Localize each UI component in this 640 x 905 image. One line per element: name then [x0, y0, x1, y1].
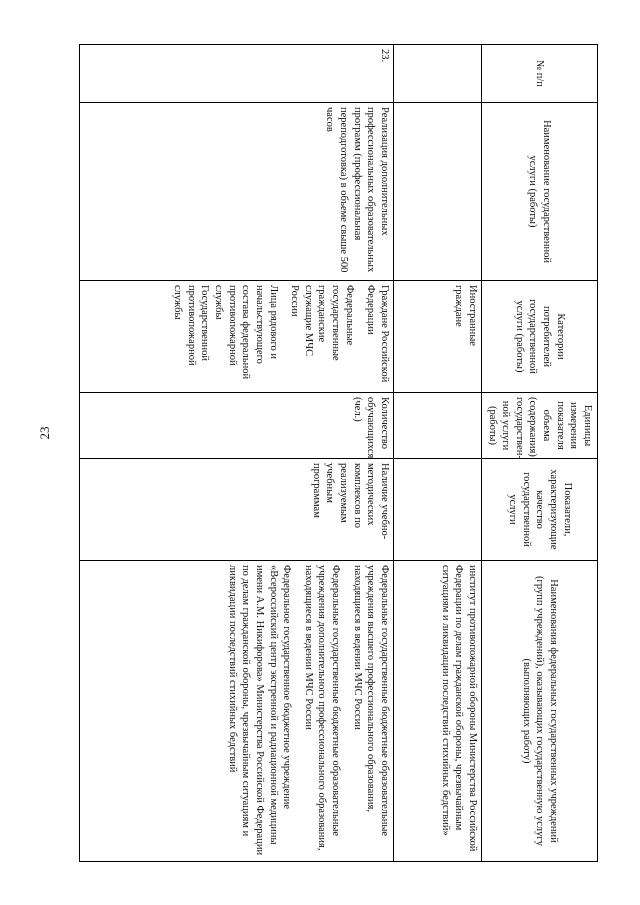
header-institutions: Наименования федеральных государственных учреждений (групп учреждений), оказывающих государственную услугу (выполняющих работу) — [482, 561, 598, 862]
row2-unit: Количество обучающихся (чел.) — [80, 393, 394, 459]
row1-unit — [394, 393, 482, 459]
row1-quality — [394, 459, 482, 561]
consumer-item: Федеральные государственные гражданские служащие МЧС России — [289, 285, 355, 361]
header-quality-indicators: Показатели, характеризующие качество государственной услуги — [482, 459, 598, 561]
row2-consumers — [80, 281, 394, 393]
institution-item: Федеральное государственное бюджетное учреждение «Всероссийский центр экстренной и радиационной медицины имени А.М. Никифорова» Министерства Российской Федерации по делам гражданской обороны, чрезвычайным ситуациям и ликвидации последствий стихийных бедствий — [226, 565, 293, 856]
row1-number — [394, 45, 482, 103]
rotated-table-container — [79, 44, 598, 861]
table-row — [394, 45, 482, 862]
header-consumer-categories: Категории потребителей государственной услуги (работы) — [482, 281, 598, 393]
row2-number: 23. — [80, 45, 394, 103]
row2-quality: Наличие учебно-методических комплексов по реализуемым учебным программам — [80, 459, 394, 561]
table-row — [80, 45, 394, 862]
row1-consumers: Иностранные граждане — [394, 281, 482, 393]
header-number: № п/п — [482, 45, 598, 103]
services-table — [79, 44, 598, 862]
row1-institutions: институт противопожарной обороны Министерства Российской Федерации по делам гражданской обороны, чрезвычайным ситуациям и ликвидации последствий стихийных бедствий» — [394, 561, 482, 862]
header-units: Единицы измерения показателя объема (содержания) государствен-ной услуги (работы) — [482, 393, 598, 459]
institution-item: Федеральные государственные бюджетные образовательные учреждения дополнительного профессионального образования, находящиеся в ведении МЧС России — [302, 565, 342, 851]
row2-service: Реализация дополнительных профессиональных образовательных программ (профессиональная переподготовка) в объеме свыше 500 часов — [80, 103, 394, 281]
institution-item: Федеральные государственные бюджетные образовательные учреждения высшего профессионального образования, находящиеся в ведении МЧС России — [351, 565, 390, 837]
table-header-row — [482, 45, 598, 862]
consumer-item: Лица рядового и начальствующего состава федеральной противопожарной службы Государственной противопожарной службы — [172, 285, 279, 380]
page-number: 23 — [37, 426, 52, 440]
header-service-name: Наименование государственной услуги (работы) — [482, 103, 598, 281]
row1-service — [394, 103, 482, 281]
row2-institutions — [80, 561, 394, 862]
consumer-item: Граждане Российской Федерации — [365, 285, 390, 383]
